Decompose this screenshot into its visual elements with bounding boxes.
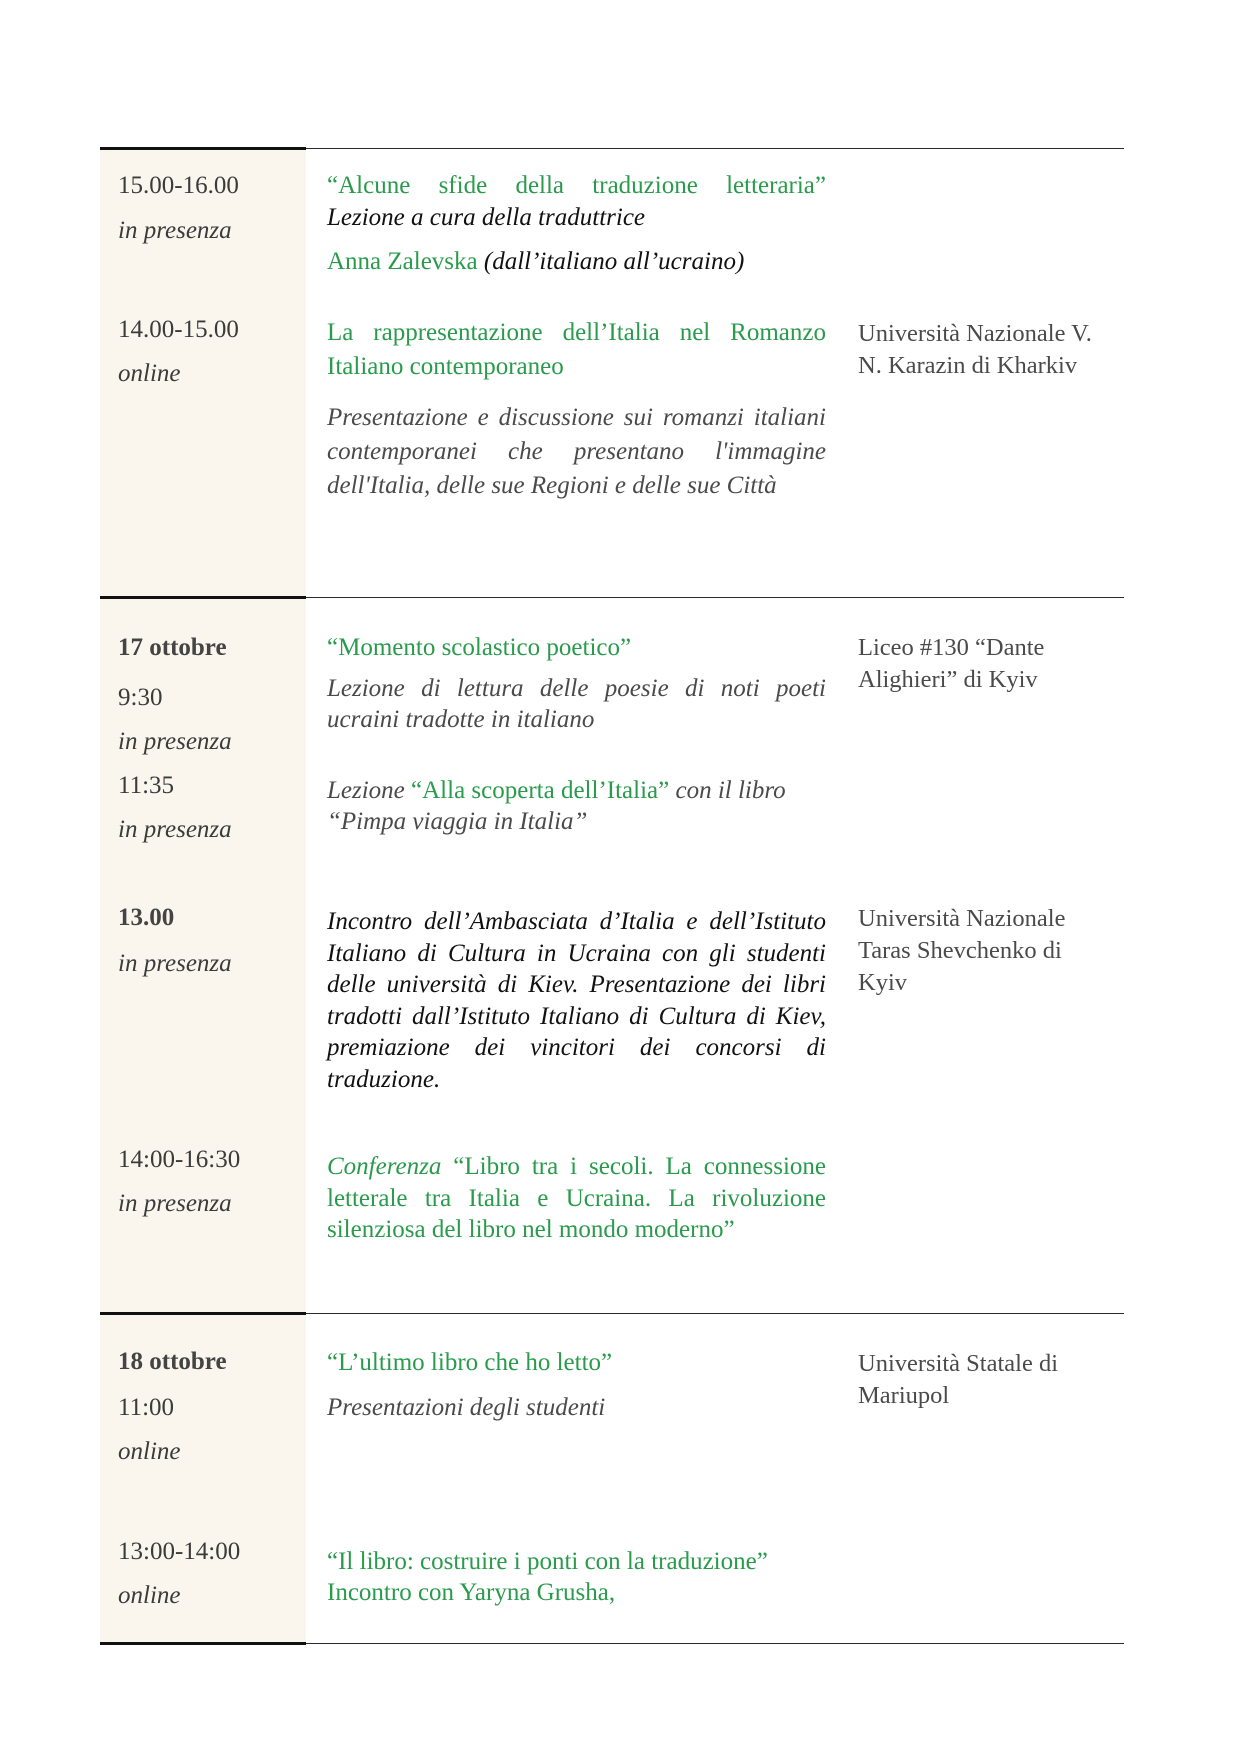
session-mode: in presenza xyxy=(118,728,232,755)
time-slot: 15.00-16.00 xyxy=(118,172,239,199)
time-slot: 13:00-14:00 xyxy=(118,1538,241,1565)
venue: Università Statale di Mariupol xyxy=(858,1350,1059,1409)
event-description: Incontro con Yaryna Grusha, xyxy=(327,1579,616,1606)
conference-text xyxy=(327,1151,826,1246)
lesson-book: “Pimpa viaggia in Italia” xyxy=(327,808,588,835)
event-description: Presentazioni degli studenti xyxy=(327,1394,606,1421)
lesson-title: “Alla scoperta dell’Italia” xyxy=(411,777,670,804)
table-rule-bottom xyxy=(100,1643,1124,1644)
event-speaker-line xyxy=(327,246,744,277)
event-description: Presentazione e discussione sui romanzi italiani contemporanei che presentano l'immagine dell'Italia, delle sue Regioni e delle sue Città xyxy=(327,404,826,499)
time-slot: 14:00-16:30 xyxy=(118,1146,241,1173)
event-title: “Il libro: costruire i ponti con la traduzione” xyxy=(327,1548,768,1575)
venue: Liceo #130 “Dante Alighieri” di Kyiv xyxy=(858,634,1045,693)
venue: Università Nazionale Taras Shevchenko di Kyiv xyxy=(858,905,1066,996)
translation-direction: (dall’italiano all’ucraino) xyxy=(483,248,745,275)
time-slot: 9:30 xyxy=(118,684,163,711)
event-description: Incontro dell’Ambasciata d’Italia e dell’Istituto Italiano di Cultura in Ucraina con gli studenti delle università di Kiev. Presentazione dei libri tradotti dall’Istituto Italiano di Cultura di Kiev, premiazione dei vincitori dei concorsi di traduzione. xyxy=(327,908,826,1093)
event-title: La rappresentazione dell’Italia nel Romanzo Italiano contemporaneo xyxy=(327,319,826,380)
session-mode: in presenza xyxy=(118,217,232,244)
venue: Università Nazionale V. N. Karazin di Kharkiv xyxy=(858,320,1092,379)
session-mode: online xyxy=(118,360,181,387)
session-mode: in presenza xyxy=(118,950,232,977)
session-mode: online xyxy=(118,1582,181,1609)
table-rule-2 xyxy=(100,597,1124,598)
lesson-prefix: Lezione xyxy=(327,777,405,804)
day-heading: 17 ottobre xyxy=(118,634,227,661)
event-title: “Alcune sfide della traduzione letteraria” xyxy=(327,172,826,199)
session-mode: in presenza xyxy=(118,1190,232,1217)
event-title: “L’ultimo libro che ho letto” xyxy=(327,1349,613,1376)
time-slot: 11:35 xyxy=(118,772,175,799)
table-rule-top xyxy=(100,148,1124,149)
conference-prefix: Conferenza xyxy=(327,1153,442,1180)
time-slot: 13.00 xyxy=(118,904,175,931)
conference-title: “Libro tra i secoli. La connessione letterale tra Italia e Ucraina. La rivoluzione silenziosa del libro nel mondo moderno” xyxy=(327,1153,827,1243)
day-heading: 18 ottobre xyxy=(118,1348,227,1375)
session-mode: online xyxy=(118,1438,181,1465)
table-rule-3 xyxy=(100,1313,1124,1314)
event-title: “Momento scolastico poetico” xyxy=(327,634,632,661)
lesson-suffix: con il libro xyxy=(675,777,786,804)
event-subtitle: Lezione a cura della traduttrice xyxy=(327,204,646,231)
time-slot: 11:00 xyxy=(118,1394,175,1421)
lesson-line xyxy=(327,775,786,806)
session-mode: in presenza xyxy=(118,816,232,843)
time-slot: 14.00-15.00 xyxy=(118,316,239,343)
speaker-name: Anna Zalevska xyxy=(327,248,478,275)
event-description: Lezione di lettura delle poesie di noti poeti ucraini tradotte in italiano xyxy=(327,675,826,733)
